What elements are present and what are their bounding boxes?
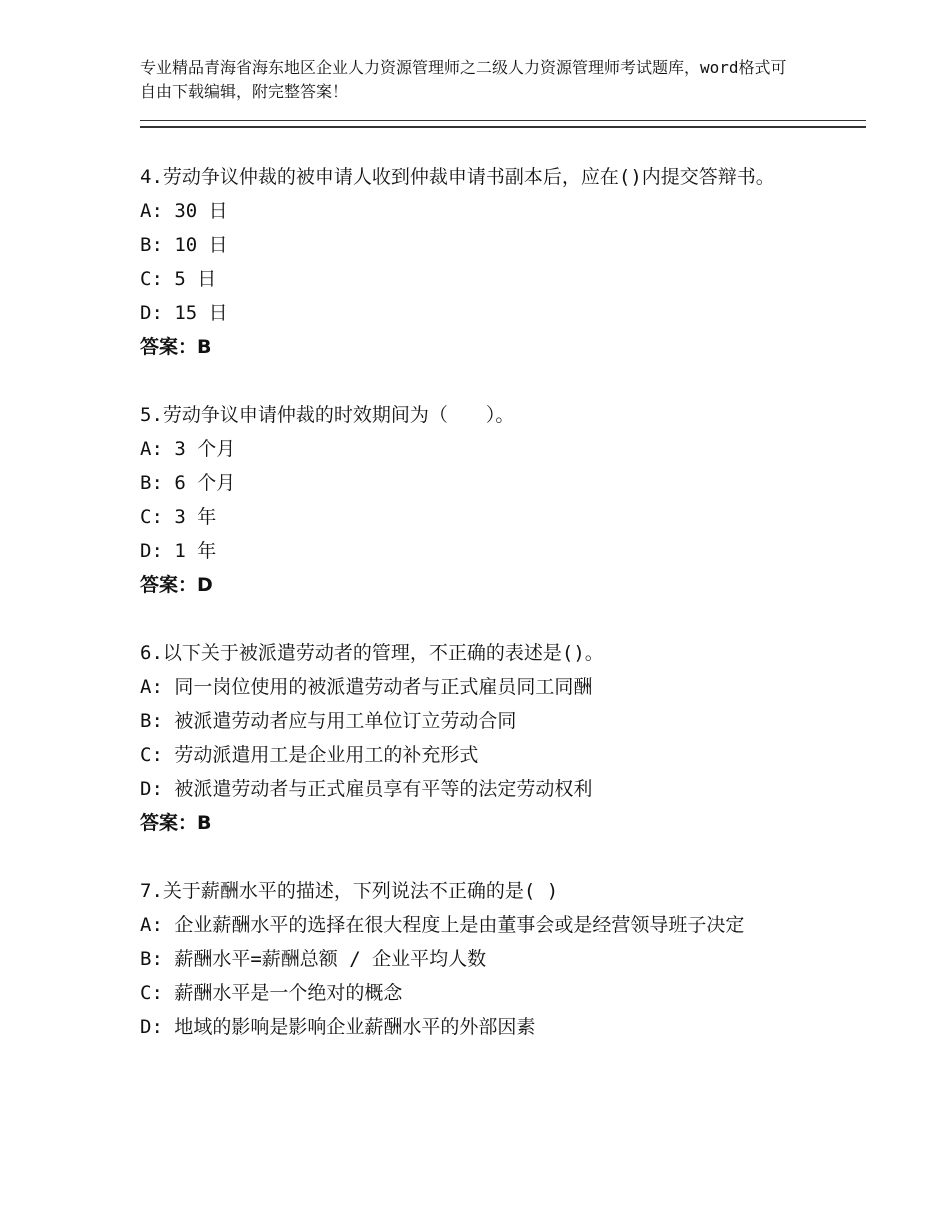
option-b: B: 薪酬水平=薪酬总额 / 企业平均人数 (140, 948, 487, 970)
option-a: A: 企业薪酬水平的选择在很大程度上是由董事会或是经营领导班子决定 (140, 914, 745, 936)
option-c: C: 3 年 (140, 506, 217, 528)
option-b: B: 被派遣劳动者应与用工单位订立劳动合同 (140, 710, 517, 732)
answer-label: 答案：B (140, 336, 212, 358)
question-stem: 4.劳动争议仲裁的被申请人收到仲裁申请书副本后，应在()内提交答辩书。 (140, 166, 775, 188)
option-a: A: 同一岗位使用的被派遣劳动者与正式雇员同工同酬 (140, 676, 593, 698)
question-list (140, 160, 820, 1078)
answer-label: 答案：B (140, 812, 212, 834)
option-d: D: 15 日 (140, 302, 228, 324)
question-item (140, 874, 820, 1044)
option-d: D: 被派遣劳动者与正式雇员享有平等的法定劳动权利 (140, 778, 593, 800)
document-header-title: 专业精品青海省海东地区企业人力资源管理师之二级人力资源管理师考试题库，word格式可自由下载编辑，附完整答案！ (140, 58, 787, 101)
question-stem: 7.关于薪酬水平的描述，下列说法不正确的是( ) (140, 880, 559, 902)
option-a: A: 30 日 (140, 200, 228, 222)
header-double-rule (140, 120, 866, 128)
question-item (140, 160, 820, 364)
option-c: C: 薪酬水平是一个绝对的概念 (140, 982, 403, 1004)
question-item (140, 398, 820, 602)
option-c: C: 劳动派遣用工是企业用工的补充形式 (140, 744, 479, 766)
question-item (140, 636, 820, 840)
answer-label: 答案：D (140, 574, 213, 596)
option-d: D: 地域的影响是影响企业薪酬水平的外部因素 (140, 1016, 536, 1038)
option-c: C: 5 日 (140, 268, 217, 290)
question-stem: 5.劳动争议申请仲裁的时效期间为（ ）。 (140, 404, 515, 426)
option-d: D: 1 年 (140, 540, 217, 562)
question-stem: 6.以下关于被派遣劳动者的管理，不正确的表述是()。 (140, 642, 604, 664)
option-b: B: 6 个月 (140, 472, 236, 494)
option-a: A: 3 个月 (140, 438, 236, 460)
option-b: B: 10 日 (140, 234, 228, 256)
